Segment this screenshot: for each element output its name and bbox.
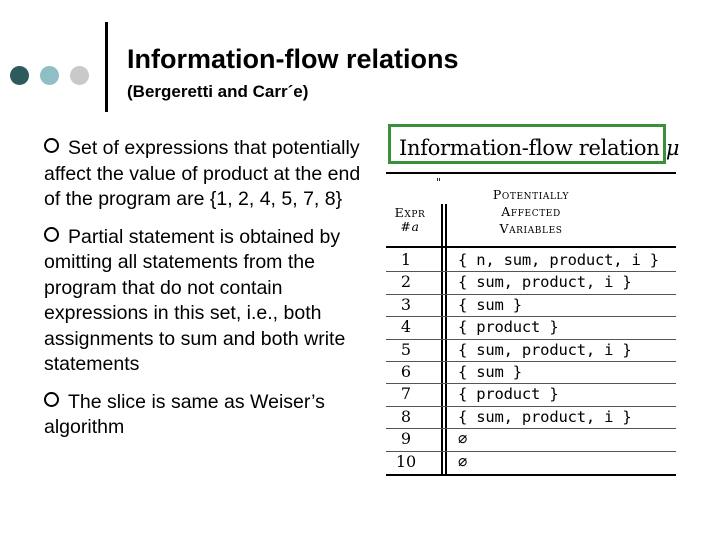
- header-vars: [466, 188, 596, 236]
- header-vars-line2: Affected: [501, 204, 561, 219]
- table-row-number: 2: [400, 272, 412, 292]
- figure-title: [399, 136, 679, 160]
- table-bottom-rule: [386, 474, 676, 476]
- table-row-rule: [386, 339, 676, 340]
- bullet-item: [44, 225, 364, 378]
- header-bottom-rule: [386, 246, 676, 248]
- header-expr-label: Expr: [394, 205, 426, 220]
- table-row-number: 7: [400, 384, 412, 404]
- table-row-rule: [386, 361, 676, 362]
- table-row-vars: ∅: [458, 430, 468, 449]
- table-row-vars: { n, sum, product, i }: [458, 251, 659, 269]
- table-row-vars: { product }: [458, 385, 559, 404]
- table-row-rule: [386, 428, 676, 429]
- header-expr-sub: #a: [400, 219, 420, 234]
- table-row-rule: [386, 451, 676, 452]
- bullet-text: Set of expressions that potentially affect the value of product at the end of the program are {1, 2, 4, 5, 7, 8}: [44, 137, 361, 210]
- table-row-number: 10: [395, 451, 417, 471]
- header-vars-line3: Variables: [499, 221, 563, 236]
- accent-dot-dark: [10, 66, 29, 85]
- slide-title: Information-flow relations: [127, 44, 459, 74]
- col-mark: ": [436, 176, 442, 189]
- figure-title-symbol: μ: [665, 136, 680, 160]
- table-row-number: 4: [400, 317, 412, 337]
- bullet-item: [44, 390, 364, 441]
- table-row-vars: { sum }: [458, 295, 522, 314]
- column-divider-right: [445, 204, 447, 476]
- bullet-ring-icon: [44, 392, 59, 407]
- table-row-number: 8: [400, 406, 412, 426]
- table-row-rule: [386, 406, 676, 407]
- bullet-list: [44, 136, 364, 453]
- table-row-number: 9: [400, 429, 412, 449]
- bullet-text: The slice is same as Weiser’s algorithm: [44, 390, 325, 438]
- table-row-vars: { sum }: [458, 363, 522, 381]
- table-row-vars: { sum, product, i }: [458, 340, 632, 359]
- table-row-rule: [386, 271, 676, 272]
- table-row-rule: [386, 316, 676, 317]
- info-flow-table-figure: [386, 122, 686, 478]
- accent-dots: [10, 66, 100, 86]
- table-row-vars: { sum, product, i }: [458, 407, 632, 426]
- bullet-item: [44, 136, 364, 213]
- table-top-rule: [386, 172, 676, 174]
- figure-title-text: Information-flow relation: [399, 136, 660, 160]
- figure-title-box: [388, 124, 680, 164]
- bullet-text: Partial statement is obtained by omitting all statements from the program that do not contain expressions in this set, i.e., both assignments to sum and both write statements: [44, 225, 346, 375]
- table-row-number: 1: [400, 250, 412, 269]
- bullet-ring-icon: [44, 138, 59, 153]
- title-divider: [105, 22, 108, 112]
- header-expr: [390, 206, 430, 234]
- bullet-ring-icon: [44, 227, 59, 242]
- table-row-vars: { product }: [458, 318, 559, 337]
- slide-subtitle: (Bergeretti and Carr´e): [127, 82, 309, 101]
- header-vars-line1: Potentially: [492, 187, 570, 202]
- accent-dot-light: [70, 66, 89, 85]
- table-row-vars: ∅: [458, 452, 468, 471]
- table-row-rule: [386, 383, 676, 384]
- table-row-number: 3: [400, 294, 412, 314]
- table-row-rule: [386, 294, 676, 295]
- table-row-vars: { sum, product, i }: [458, 273, 632, 292]
- column-divider-left: [441, 204, 443, 476]
- table-row-number: 5: [400, 339, 412, 359]
- accent-dot-mid: [40, 66, 59, 85]
- table-row-number: 6: [400, 362, 412, 381]
